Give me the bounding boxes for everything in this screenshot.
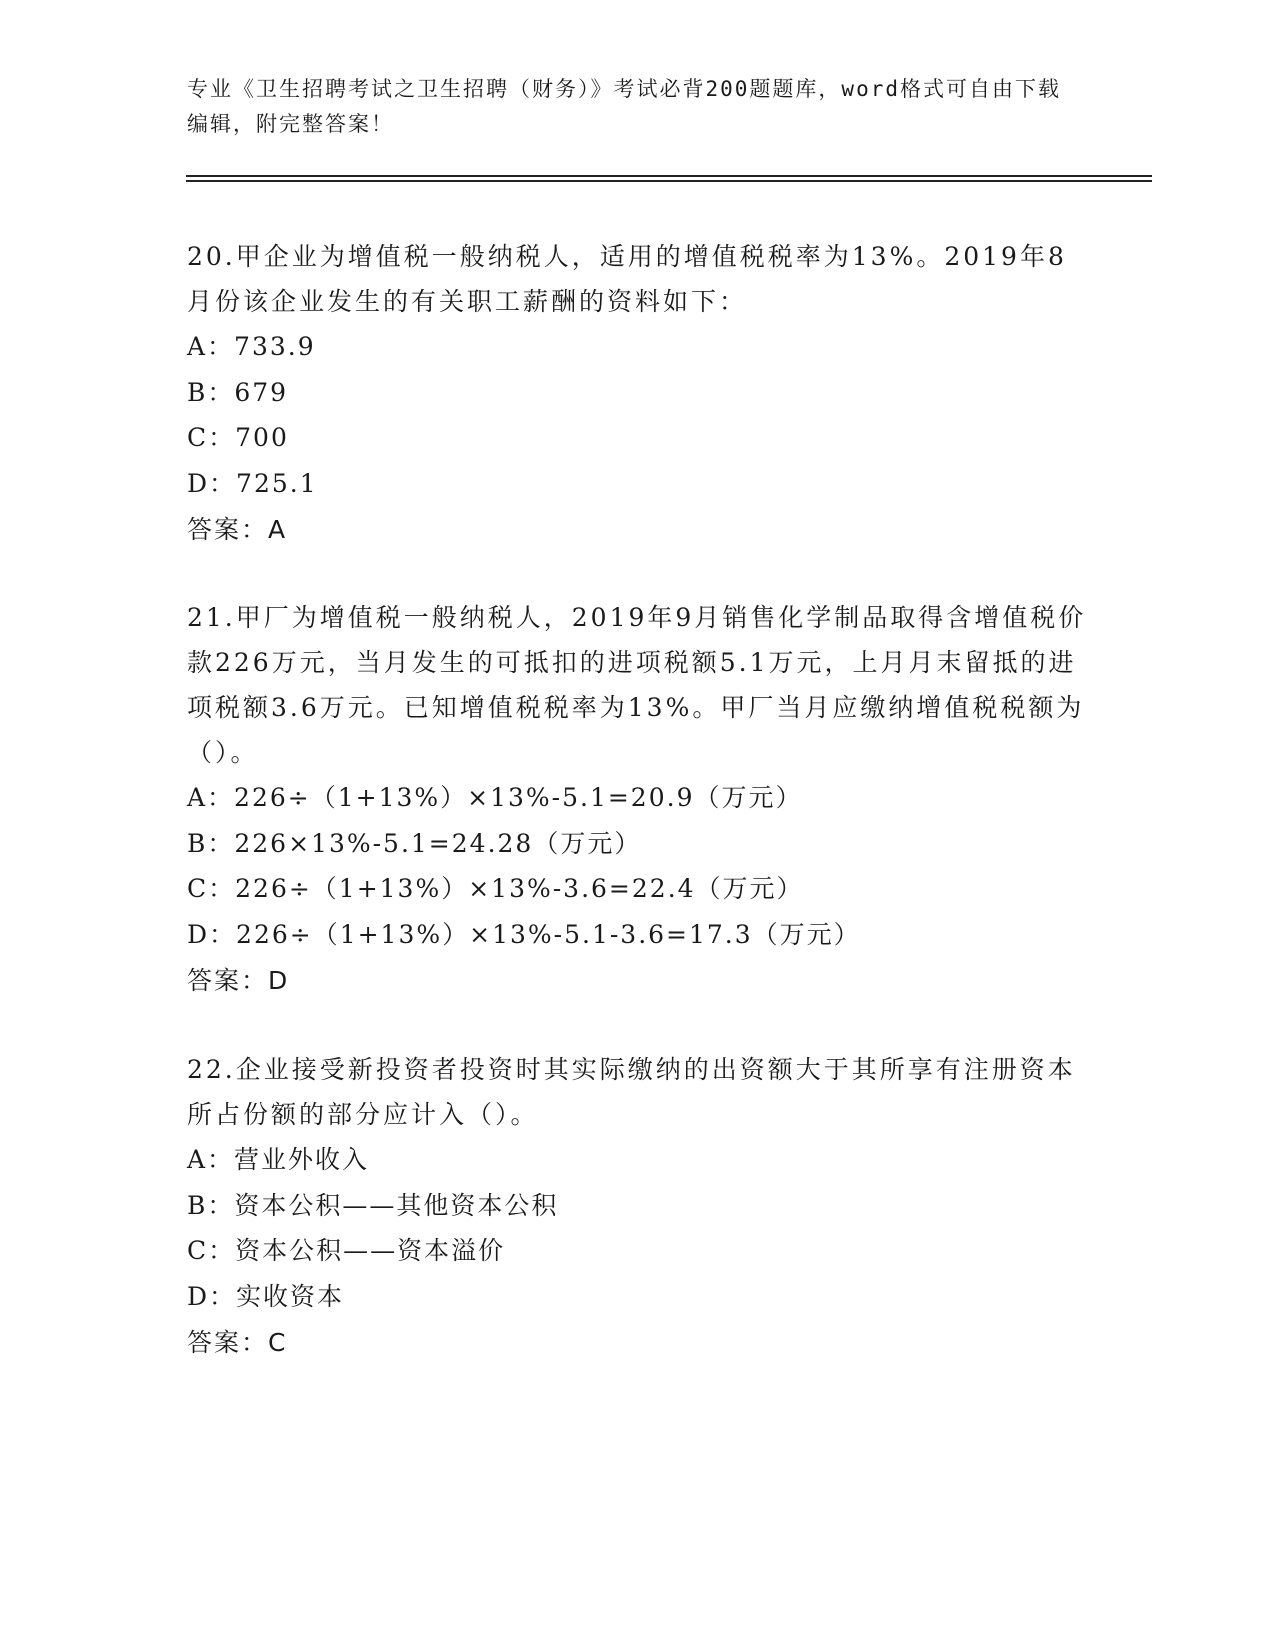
option-d: D：实收资本 [187,1281,345,1311]
answer-line: 答案：A [187,515,288,544]
question-stem: 21.甲厂为增值税一般纳税人，2019年9月销售化学制品取得含增值税价款226万元，当月发生的可抵扣的进项税额5.1万元，上月月末留抵的进项税额3.6万元。已知增值税税率为13%。甲厂当月应缴纳增值税税额为（）。 [187,603,1087,767]
question-21 [187,595,1087,1003]
option-b: B：226×13%-5.1=24.28（万元） [187,828,642,858]
option-a: A：226÷（1+13%）×13%-5.1=20.9（万元） [187,783,803,812]
answer-line: 答案：D [187,966,290,995]
option-d: D：226÷（1+13%）×13%-5.1-3.6=17.3（万元） [187,919,861,949]
option-c: C：226÷（1+13%）×13%-3.6=22.4（万元） [187,874,804,903]
option-b: B：679 [187,377,289,407]
option-b: B：资本公积——其他资本公积 [187,1190,559,1220]
question-20 [187,234,1087,552]
option-d: D：725.1 [187,468,318,498]
question-stem: 20.甲企业为增值税一般纳税人，适用的增值税税率为13%。2019年8月份该企业发生的有关职工薪酬的资料如下： [187,242,1067,316]
option-c: C：700 [187,423,289,452]
header-divider-bottom [186,180,1152,182]
answer-line: 答案：C [187,1328,288,1357]
option-a: A：营业外收入 [187,1145,370,1174]
header-divider-top [186,175,1152,177]
question-stem: 22.企业接受新投资者投资时其实际缴纳的出资额大于其所享有注册资本所占份额的部分应计入（）。 [187,1055,1076,1129]
question-22 [187,1047,1087,1365]
option-a: A：733.9 [187,332,316,361]
document-header: 专业《卫生招聘考试之卫生招聘（财务）》考试必背200题题库，word格式可自由下载编辑，附完整答案！ [187,77,1061,136]
option-c: C：资本公积——资本溢价 [187,1236,506,1265]
